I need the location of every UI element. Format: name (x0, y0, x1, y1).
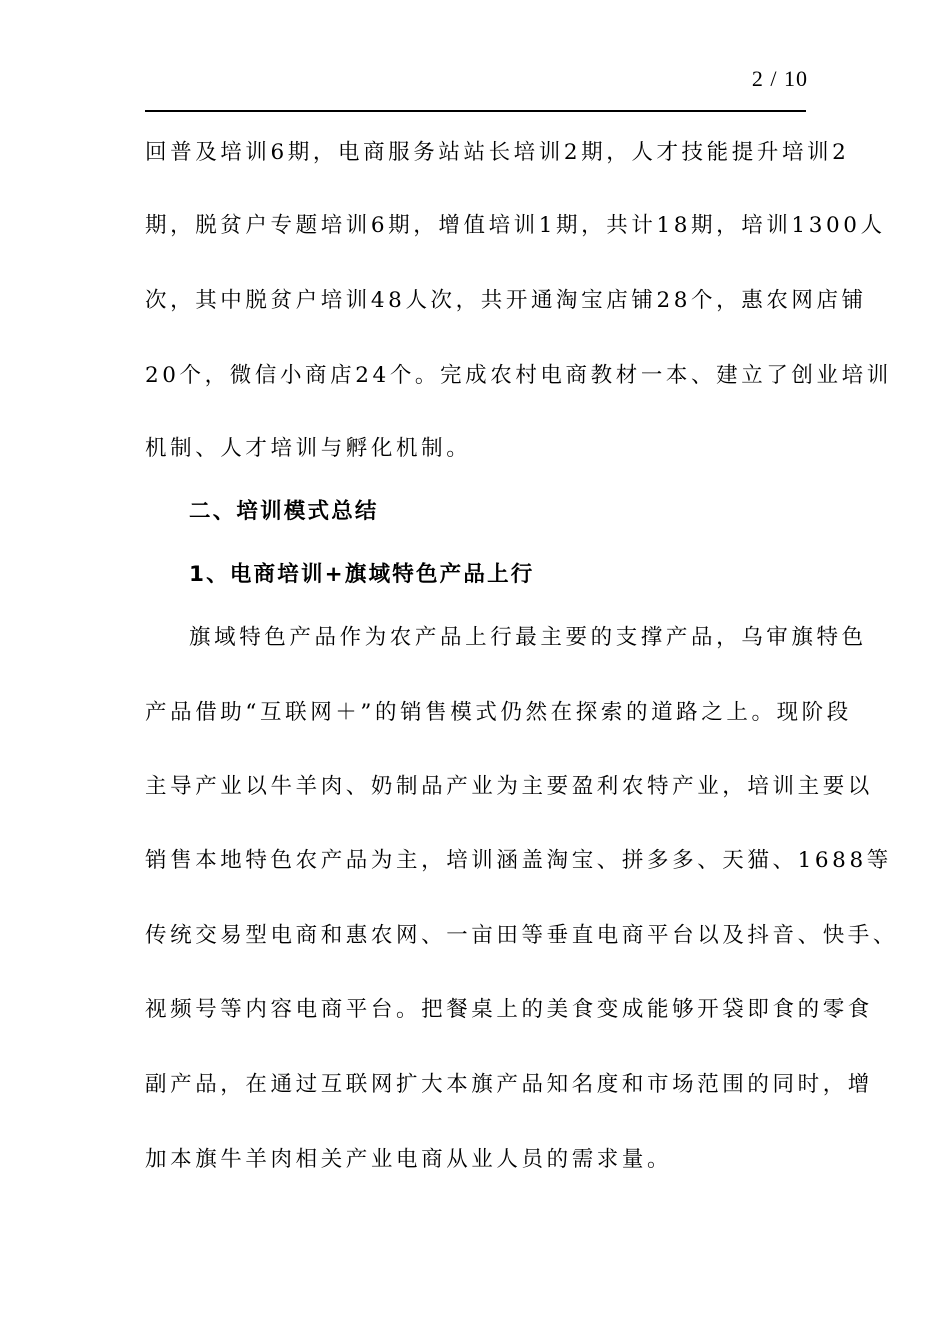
text-line: 产品借助“互联网＋”的销售模式仍然在探索的道路之上。现阶段 (145, 700, 852, 725)
text-line: 次，其中脱贫户培训48人次，共开通淘宝店铺28个，惠农网店铺 (145, 288, 867, 313)
text-line: 副产品，在通过互联网扩大本旗产品知名度和市场范围的同时，增 (145, 1072, 873, 1097)
subsection-heading: 1、电商培训+旗域特色产品上行 (189, 562, 535, 587)
header-rule (145, 110, 806, 112)
text-line: 20个，微信小商店24个。完成农村电商教材一本、建立了创业培训 (145, 363, 892, 388)
text-line: 旗域特色产品作为农产品上行最主要的支撑产品，乌审旗特色 (189, 625, 867, 650)
section-heading: 二、培训模式总结 (189, 499, 379, 524)
text-line: 视频号等内容电商平台。把餐桌上的美食变成能够开袋即食的零食 (145, 997, 873, 1022)
text-line: 机制、人才培训与孵化机制。 (145, 436, 472, 461)
page-number: 2 / 10 (751, 66, 808, 91)
text-line: 主导产业以牛羊肉、奶制品产业为主要盈利农特产业，培训主要以 (145, 774, 873, 799)
text-line: 传统交易型电商和惠农网、一亩田等垂直电商平台以及抖音、快手、 (145, 923, 899, 948)
text-line: 期，脱贫户专题培训6期，增值培训1期，共计18期，培训1300人 (145, 213, 886, 238)
text-line: 加本旗牛羊肉相关产业电商从业人员的需求量。 (145, 1147, 673, 1172)
text-line: 回普及培训6期，电商服务站站长培训2期，人才技能提升培训2 (145, 140, 850, 165)
text-line: 销售本地特色农产品为主，培训涵盖淘宝、拼多多、天猫、1688等 (145, 848, 892, 873)
